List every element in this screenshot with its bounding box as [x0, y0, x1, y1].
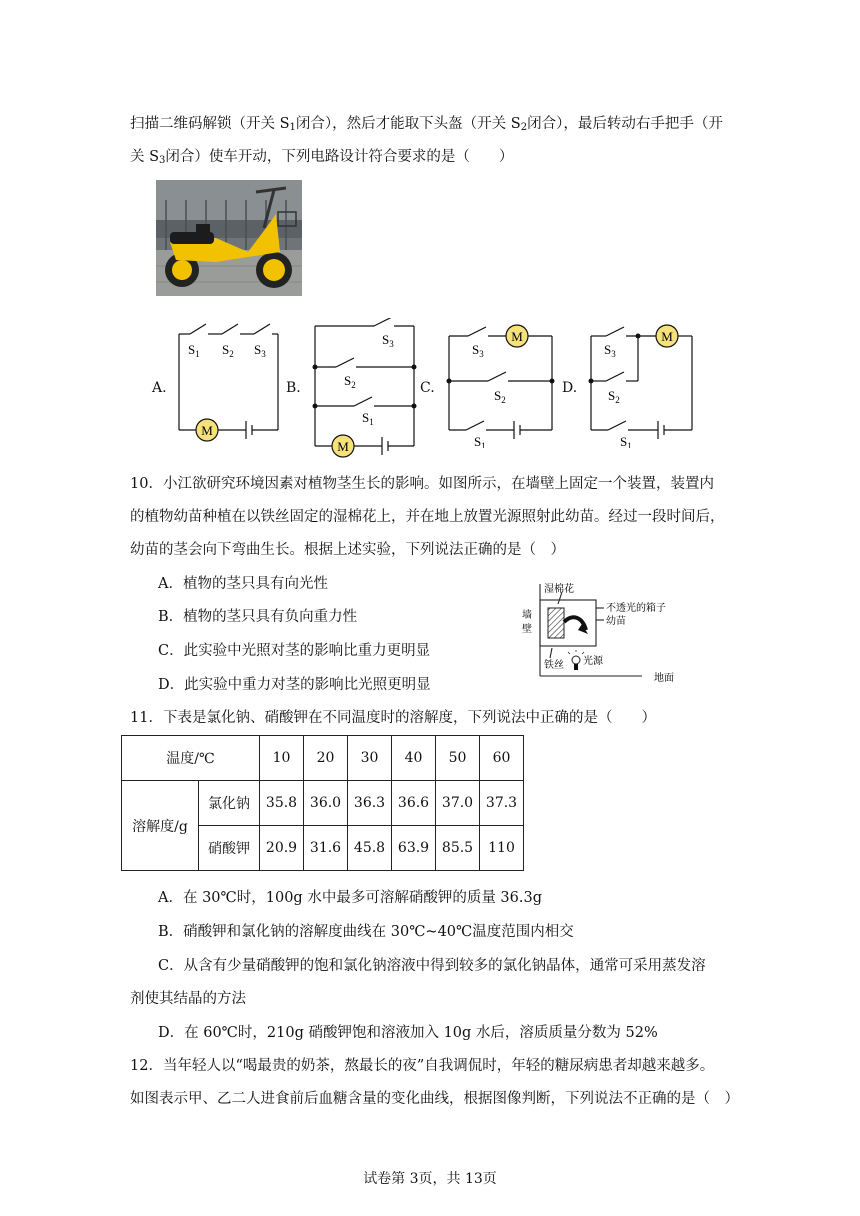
q10-stem-line2: 的植物幼苗种植在以铁丝固定的湿棉花上，并在地上放置光源照射此幼苗。经过一段时间后， [130, 509, 725, 525]
svg-text:S3: $S_3$ [382, 332, 394, 349]
q12-stem-line2: 如图表示甲、乙二人进食前后血糖含量的变化曲线，根据图像判断，下列说法不正确的是（ ） [130, 1091, 739, 1107]
svg-text:S1: $S_1$ [362, 410, 374, 427]
q10-option-a: A．植物的茎只具有向光性 [158, 576, 328, 592]
svg-text:地面: 地面 [654, 673, 674, 684]
svg-text:墙: 墙 [522, 610, 532, 621]
svg-text:S3: $S_3$ [254, 342, 266, 359]
option-b-label: B. [286, 380, 301, 396]
q11-option-c-line1: C．从含有少量硝酸钾的饱和氯化钠溶液中得到较多的氯化钠晶体，通常可采用蒸发溶 [158, 958, 706, 974]
q11-stem: 11．下表是氯化钠、硝酸钾在不同温度时的溶解度，下列说法中正确的是（ ） [130, 710, 656, 726]
svg-text:M: M [661, 329, 673, 344]
solubility-header: 溶解度/g [122, 781, 199, 871]
temp-header: 温度/℃ [122, 736, 260, 781]
q10-stem-line3: 幼苗的茎会向下弯曲生长。根据上述实验，下列说法正确的是（ ） [130, 542, 565, 558]
svg-text:湿棉花: 湿棉花 [544, 584, 574, 595]
table-row: 硝酸钾 20.9 31.6 45.8 63.9 85.5 110 [122, 826, 524, 871]
table-row: 溶解度/g 氯化钠 35.8 36.0 36.3 36.6 37.0 37.3 [122, 781, 524, 826]
svg-text:光源: 光源 [583, 656, 603, 667]
q11-option-b: B．硝酸钾和氯化钠的溶解度曲线在 30℃~40℃温度范围内相交 [158, 924, 574, 940]
q10-option-b: B．植物的茎只具有负向重力性 [158, 609, 358, 625]
q10-stem-line1: 10．小江欲研究环境因素对植物茎生长的影响。如图所示，在墙壁上固定一个装置，装置内 [130, 476, 714, 492]
circuit-a [176, 318, 282, 446]
svg-text:S2: $S_2$ [494, 388, 506, 405]
svg-text:幼苗: 幼苗 [606, 616, 626, 627]
motor-label: M [201, 423, 213, 438]
q10-option-c: C．此实验中光照对茎的影响比重力更明显 [158, 643, 431, 659]
circuit-c [444, 318, 556, 448]
ebike-photo [156, 180, 302, 296]
q11-option-a: A．在 30℃时，100g 水中最多可溶解硝酸钾的质量 36.3g [158, 890, 542, 906]
q10-option-d: D．此实验中重力对茎的影响比光照更明显 [158, 677, 431, 693]
table-row: 温度/℃ 10 20 30 40 50 60 [122, 736, 524, 781]
plant-experiment-figure [512, 578, 684, 684]
q11-option-d: D．在 60℃时，210g 硝酸钾饱和溶液加入 10g 水后，溶质质量分数为 52% [158, 1025, 658, 1041]
circuit-b [310, 318, 420, 458]
q12-stem-line1: 12．当年轻人以“喝最贵的奶茶，熬最长的夜”自我调侃时，年轻的糖尿病患者却越来越多。 [130, 1058, 715, 1074]
page-footer: 试卷第 3页，共 13页 [363, 1171, 497, 1187]
svg-text:壁: 壁 [522, 624, 532, 635]
svg-text:S3: $S_3$ [604, 342, 616, 359]
option-d-label: D. [562, 380, 578, 396]
q11-option-c-line2: 剂使其结晶的方法 [130, 991, 246, 1007]
svg-text:M: M [511, 329, 523, 344]
svg-text:M: M [337, 439, 349, 454]
option-a-label: A. [152, 380, 167, 396]
svg-text:不透光的箱子: 不透光的箱子 [606, 603, 666, 614]
option-c-label: C. [420, 380, 435, 396]
svg-text:S2: $S_2$ [222, 342, 234, 359]
svg-text:S2: $S_2$ [608, 388, 620, 405]
q9-stem-line1: 扫描二维码解锁（开关 $S_1$闭合），然后才能取下头盔（开关 $S_2$闭合），最后转动右手把手（开 [130, 116, 723, 133]
q9-stem-line2: 关 $S_3$闭合）使车开动，下列电路设计符合要求的是（ ） [130, 149, 514, 166]
svg-text:S3: $S_3$ [472, 342, 484, 359]
svg-text:S1: $S_1$ [620, 434, 632, 448]
solubility-table [121, 735, 524, 871]
svg-text:S1: $S_1$ [474, 434, 486, 448]
svg-text:S2: $S_2$ [344, 373, 356, 390]
svg-text:铁丝: 铁丝 [544, 660, 564, 671]
circuit-d [586, 318, 698, 448]
svg-text:S1: $S_1$ [188, 342, 200, 359]
